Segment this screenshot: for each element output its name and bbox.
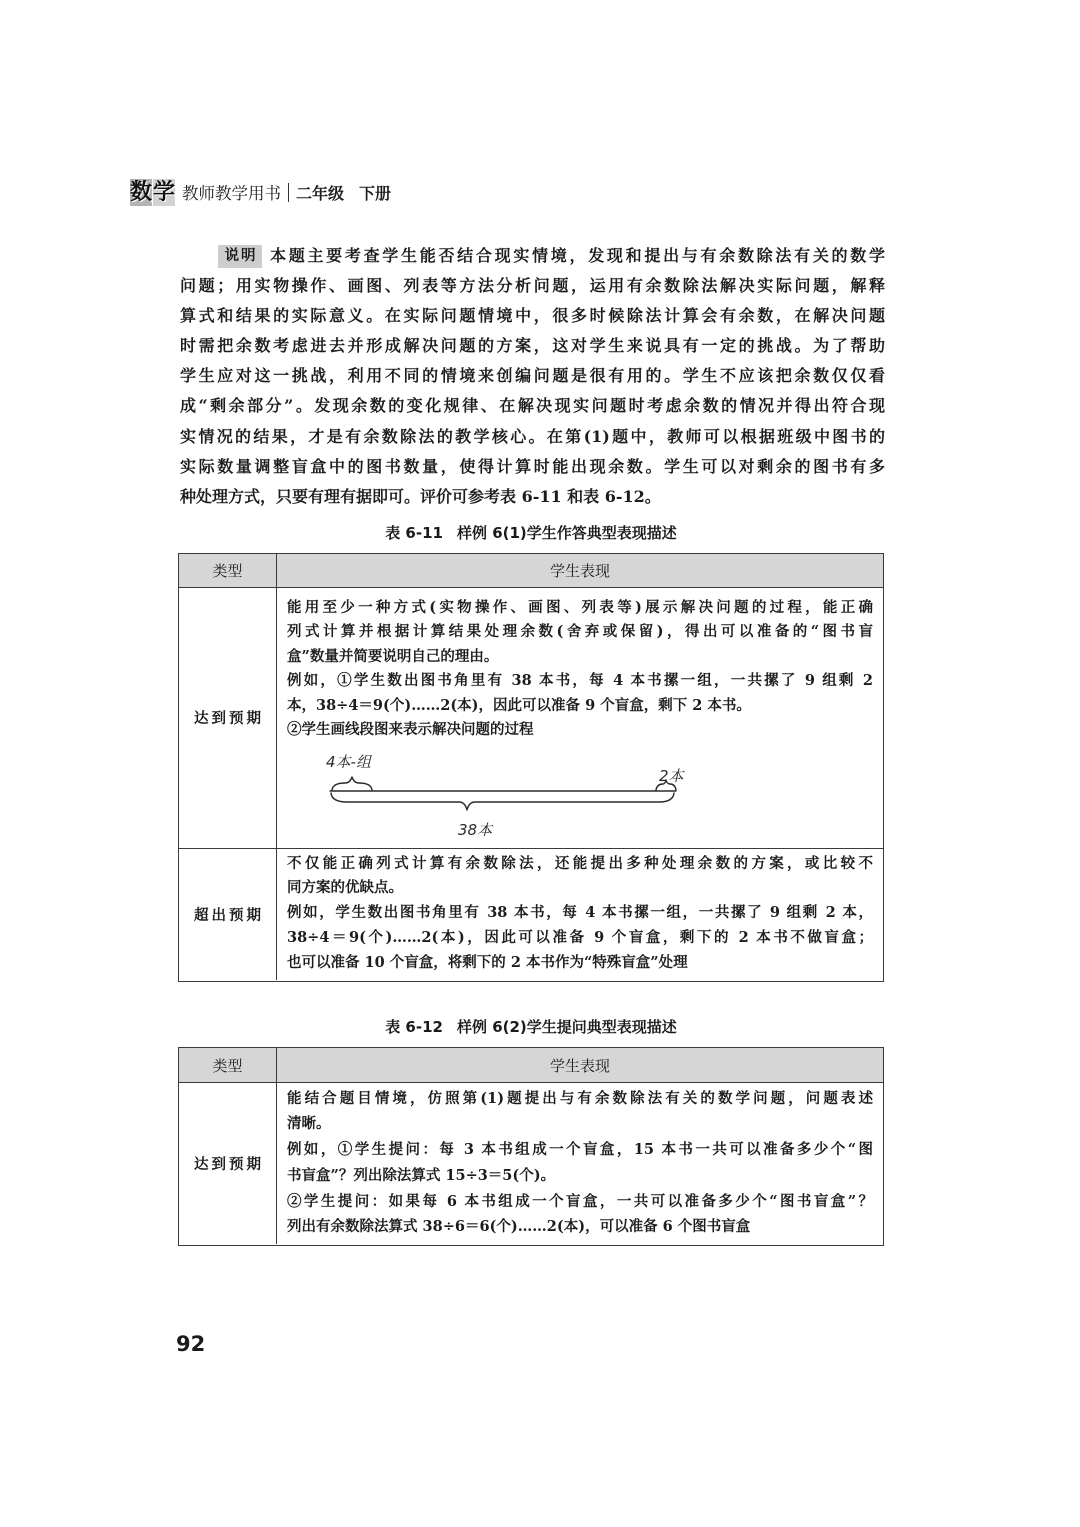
cell-line: 例如，学生数出图书角里有 38 本书，每 4 本书摞一组，一共摞了 9 组剩 2 本， [287,904,873,922]
table-number: 表 6-11 [385,524,443,542]
book-title: 教师教学用书 [182,184,281,203]
remainder-label: 2本 [659,767,684,786]
cell-line: 本，38÷4＝9(个)……2(本)，因此可以准备 9 个盲盒，剩下 2 本书。 [287,696,751,714]
cell-line: ②学生提问：如果每 6 本书组成一个盲盒，一共可以准备多少个“图书盲盒”？ [287,1192,873,1210]
paragraph-line: 问题；用实物操作、画图、列表等方法分析问题，运用有余数除法解决实际问题，解释 [180,276,885,296]
paragraph-line: 实情况的结果，才是有余数除法的教学核心。在第(1)题中，教师可以根据班级中图书的 [180,426,885,446]
segment-diagram [287,743,867,843]
row-type-label: 达到预期 [179,588,277,849]
table-title: 样例 6(2)学生提问典型表现描述 [456,1018,677,1036]
cell-line: 书盲盒”？列出除法算式 15÷3＝5(个)。 [287,1166,556,1184]
table-6-12 [178,1047,884,1246]
column-header-performance: 学生表现 [277,554,883,588]
column-header-type: 类型 [179,1048,277,1083]
column-header-type: 类型 [179,554,277,588]
grade-label: 二年级 [296,183,345,203]
cell-line: 不仅能正确列式计算有余数除法，还能提出多种处理余数的方案，或比较不 [287,854,873,872]
row-type-label: 达到预期 [179,1083,277,1244]
cell-line: 盒”数量并简要说明自己的理由。 [287,647,499,665]
paragraph-line [180,241,885,271]
paragraph-line: 时需把余数考虑进去并形成解决问题的方案，这对学生来说具有一定的挑战。为了帮助 [180,336,885,356]
paragraph-line: 种处理方式，只要有理有据即可。评价可参考表 6-11 和表 6-12。 [180,486,661,506]
performance-cell [277,849,883,981]
subject-logo-char: 学 [153,179,176,205]
cell-line: ②学生画线段图来表示解决问题的过程 [287,721,534,739]
paragraph-line: 学生应对这一挑战，利用不同的情境来创编问题是很有用的。学生不应该把余数仅仅看 [180,366,885,386]
header-divider [288,183,289,202]
cell-line: 列出有余数除法算式 38÷6＝6(个)……2(本)，可以准备 6 个图书盲盒 [287,1218,751,1236]
cell-line: 例如，①学生数出图书角里有 38 本书，每 4 本书摞一组，一共摞了 9 组剩 2 [287,672,873,690]
paragraph-line-text: 本题主要考查学生能否结合现实情境，发现和提出与有余数除法有关的数学 [270,246,885,265]
total-label: 38本 [458,821,493,840]
row-type-label: 超出预期 [179,849,277,981]
cell-line: 38÷4＝9(个)……2(本)，因此可以准备 9 个盲盒，剩下的 2 本书不做盲盒； [287,928,873,946]
table-caption [178,522,884,544]
group-size-label: 4本-组 [326,753,371,772]
brace-total [331,793,674,810]
subject-logo [130,179,175,206]
subject-logo-char: 数 [130,179,153,205]
paragraph-line: 实际数量调整盲盒中的图书数量，使得计算时能出现余数。学生可以对剩余的图书有多 [180,456,885,476]
cell-line: 例如，①学生提问：每 3 本书组成一个盲盒，15 本书一共可以准备多少个“图 [287,1141,873,1159]
cell-line: 能结合题目情境，仿照第(1)题提出与有余数除法有关的数学问题，问题表述 [287,1089,873,1107]
brace-group [332,777,372,790]
cell-line: 同方案的优缺点。 [287,879,403,897]
column-header-performance: 学生表现 [277,1048,883,1083]
page-number: 92 [176,1332,206,1356]
paragraph-line: 算式和结果的实际意义。在实际问题情境中，很多时候除法计算会有余数，在解决问题 [180,306,885,326]
volume-label: 下册 [359,183,392,203]
cell-line: 列式计算并根据计算结果处理余数(舍弃或保留)，得出可以准备的“图书盲 [287,623,873,641]
table-title: 样例 6(1)学生作答典型表现描述 [456,524,677,542]
cell-line: 能用至少一种方式(实物操作、画图、列表等)展示解决问题的过程，能正确 [287,598,873,616]
table-caption [178,1016,884,1038]
cell-line: 清晰。 [287,1115,331,1133]
note-label: 说明 [218,245,262,268]
table-number: 表 6-12 [385,1018,443,1036]
paragraph-line: 成“剩余部分”。发现余数的变化规律、在解决现实问题时考虑余数的情况并得出符合现 [180,396,885,416]
performance-cell [277,1083,883,1244]
cell-line: 也可以准备 10 个盲盒，将剩下的 2 本书作为“特殊盲盒”处理 [287,953,688,971]
performance-cell [277,588,883,849]
book-header [130,177,391,207]
table-6-11 [178,553,884,982]
explanation-paragraph [180,241,885,512]
